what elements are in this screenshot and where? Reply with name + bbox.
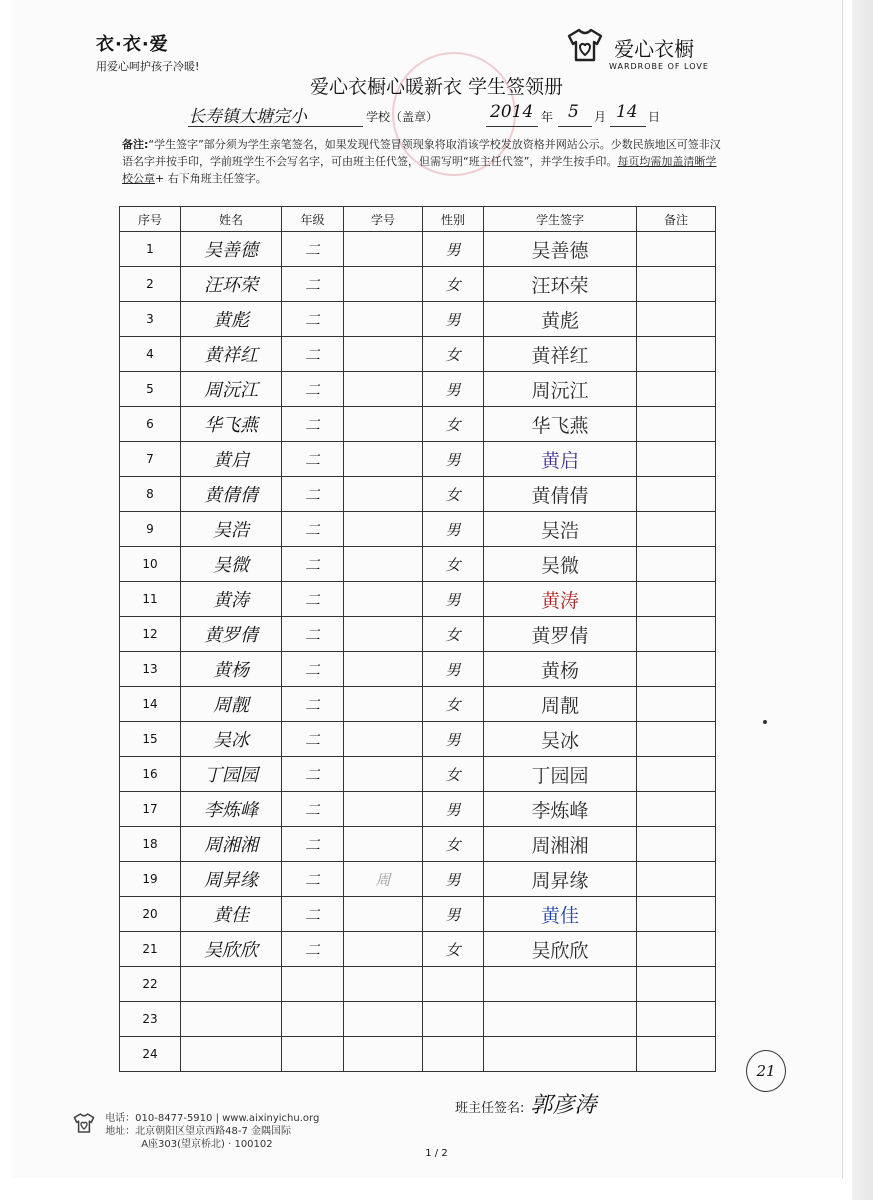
- cell-name: 吴冰: [181, 722, 282, 757]
- cell-number: 21: [120, 932, 181, 967]
- cell-gender: 女: [423, 687, 484, 722]
- cell-gender: 女: [423, 337, 484, 372]
- cell-signature: 黄启: [484, 442, 637, 477]
- cell-name: 吴善德: [181, 232, 282, 267]
- cell-name: 黄祥红: [181, 337, 282, 372]
- table-row: [120, 442, 716, 477]
- cell-gender: [423, 967, 484, 1002]
- cell-signature: 周沅江: [484, 372, 637, 407]
- cell-signature: [484, 1037, 637, 1072]
- cell-gender: 女: [423, 547, 484, 582]
- cell-student-id: [344, 932, 423, 967]
- cell-grade: 二: [282, 652, 344, 687]
- year-underline: [486, 126, 538, 127]
- cell-grade: 二: [282, 722, 344, 757]
- cell-grade: 二: [282, 477, 344, 512]
- table-row: [120, 302, 716, 337]
- cell-note: [637, 407, 716, 442]
- cell-signature: 黄涛: [484, 582, 637, 617]
- cell-student-id: [344, 582, 423, 617]
- cell-name: 黄启: [181, 442, 282, 477]
- teacher-label: 班主任签名:: [455, 1101, 525, 1116]
- cell-note: [637, 232, 716, 267]
- table-row: [120, 337, 716, 372]
- cell-signature: 吴微: [484, 547, 637, 582]
- footer-address: 地址：北京朝阳区望京西路48-7 金隅国际: [105, 1126, 292, 1137]
- cell-grade: 二: [282, 897, 344, 932]
- cell-name: 李炼峰: [181, 792, 282, 827]
- cell-number: 10: [120, 547, 181, 582]
- cell-note: [637, 1002, 716, 1037]
- table-row: [120, 372, 716, 407]
- cell-name: [181, 1037, 282, 1072]
- cell-student-id: [344, 967, 423, 1002]
- cell-student-id: [344, 687, 423, 722]
- cell-note: [637, 547, 716, 582]
- cell-student-id: [344, 827, 423, 862]
- cell-grade: 二: [282, 267, 344, 302]
- cell-student-id: [344, 1002, 423, 1037]
- table-row: [120, 932, 716, 967]
- cell-grade: [282, 1002, 344, 1037]
- cell-grade: 二: [282, 827, 344, 862]
- cell-name: 周沅江: [181, 372, 282, 407]
- cell-number: 7: [120, 442, 181, 477]
- cell-signature: [484, 967, 637, 1002]
- cell-student-id: 周: [344, 862, 423, 897]
- cell-gender: 男: [423, 862, 484, 897]
- column-header: 姓名: [181, 207, 282, 232]
- cell-gender: 男: [423, 722, 484, 757]
- cell-gender: 女: [423, 267, 484, 302]
- cell-note: [637, 967, 716, 1002]
- circled-count: 21: [746, 1050, 786, 1092]
- cell-number: 9: [120, 512, 181, 547]
- cell-note: [637, 862, 716, 897]
- cell-name: 周湘湘: [181, 827, 282, 862]
- cell-gender: 女: [423, 932, 484, 967]
- cell-number: 16: [120, 757, 181, 792]
- cell-student-id: [344, 372, 423, 407]
- cell-grade: 二: [282, 547, 344, 582]
- cell-note: [637, 827, 716, 862]
- school-label: 学校（盖章）: [366, 110, 439, 124]
- cell-signature: 吴欣欣: [484, 932, 637, 967]
- cell-gender: 男: [423, 512, 484, 547]
- cell-note: [637, 302, 716, 337]
- cell-grade: 二: [282, 757, 344, 792]
- cell-number: 14: [120, 687, 181, 722]
- cell-name: 周靓: [181, 687, 282, 722]
- date-day: 14: [616, 102, 638, 122]
- date-month: 5: [568, 102, 579, 122]
- month-underline: [558, 126, 592, 127]
- school-underline: [188, 126, 363, 127]
- cell-name: 黄佳: [181, 897, 282, 932]
- footer-contact: [72, 1112, 319, 1151]
- cell-signature: 黄祥红: [484, 337, 637, 372]
- cell-signature: 周湘湘: [484, 827, 637, 862]
- roster-table: [119, 206, 716, 1072]
- table-header-row: [120, 207, 716, 232]
- notes-text-2: + 右下角班主任签字。: [155, 172, 267, 185]
- cell-grade: 二: [282, 442, 344, 477]
- cell-note: [637, 582, 716, 617]
- cell-gender: 女: [423, 827, 484, 862]
- table-row: [120, 792, 716, 827]
- cell-note: [637, 267, 716, 302]
- cell-name: 黄彪: [181, 302, 282, 337]
- cell-student-id: [344, 617, 423, 652]
- cell-gender: 女: [423, 477, 484, 512]
- cell-name: [181, 1002, 282, 1037]
- cell-note: [637, 757, 716, 792]
- brand-left-slogan: 用爱心呵护孩子冷暖!: [96, 60, 200, 73]
- cell-gender: 男: [423, 652, 484, 687]
- cell-name: 华飞燕: [181, 407, 282, 442]
- cell-student-id: [344, 407, 423, 442]
- teacher-signature: 郭彦涛: [530, 1093, 597, 1118]
- cell-gender: 男: [423, 792, 484, 827]
- cell-gender: 男: [423, 582, 484, 617]
- cell-note: [637, 337, 716, 372]
- cell-number: 1: [120, 232, 181, 267]
- day-label: 日: [648, 110, 661, 124]
- cell-number: 23: [120, 1002, 181, 1037]
- table-row: [120, 967, 716, 1002]
- cell-name: 黄涛: [181, 582, 282, 617]
- cell-gender: 男: [423, 232, 484, 267]
- cell-name: 黄倩倩: [181, 477, 282, 512]
- cell-note: [637, 792, 716, 827]
- cell-gender: [423, 1037, 484, 1072]
- cell-grade: [282, 1037, 344, 1072]
- cell-number: 3: [120, 302, 181, 337]
- table-row: [120, 582, 716, 617]
- cell-note: [637, 687, 716, 722]
- school-line: [188, 102, 668, 132]
- table-row: [120, 1002, 716, 1037]
- cell-grade: 二: [282, 932, 344, 967]
- cell-grade: 二: [282, 862, 344, 897]
- cell-student-id: [344, 652, 423, 687]
- table-row: [120, 407, 716, 442]
- notes-block: [122, 136, 722, 187]
- cell-grade: 二: [282, 337, 344, 372]
- cell-note: [637, 1037, 716, 1072]
- cell-student-id: [344, 897, 423, 932]
- day-underline: [610, 126, 646, 127]
- cell-grade: 二: [282, 372, 344, 407]
- cell-note: [637, 477, 716, 512]
- cell-gender: 女: [423, 757, 484, 792]
- cell-signature: 黄彪: [484, 302, 637, 337]
- cell-number: 11: [120, 582, 181, 617]
- table-row: [120, 687, 716, 722]
- cell-name: [181, 967, 282, 1002]
- cell-gender: 男: [423, 442, 484, 477]
- cell-signature: 黄杨: [484, 652, 637, 687]
- cell-signature: 周靓: [484, 687, 637, 722]
- cell-signature: 丁园园: [484, 757, 637, 792]
- table-row: [120, 1037, 716, 1072]
- cell-note: [637, 617, 716, 652]
- cell-grade: 二: [282, 582, 344, 617]
- cell-student-id: [344, 267, 423, 302]
- cell-number: 13: [120, 652, 181, 687]
- cell-note: [637, 512, 716, 547]
- table-row: [120, 652, 716, 687]
- date-year: 2014: [490, 102, 534, 122]
- column-header: 备注: [637, 207, 716, 232]
- cell-gender: 女: [423, 407, 484, 442]
- cell-name: 吴微: [181, 547, 282, 582]
- table-row: [120, 757, 716, 792]
- notes-label: 备注:: [122, 138, 149, 151]
- cell-note: [637, 652, 716, 687]
- cell-signature: 周昇缘: [484, 862, 637, 897]
- cell-signature: 黄倩倩: [484, 477, 637, 512]
- cell-student-id: [344, 302, 423, 337]
- table-row: [120, 477, 716, 512]
- cell-note: [637, 897, 716, 932]
- cell-student-id: [344, 792, 423, 827]
- cell-name: 汪环荣: [181, 267, 282, 302]
- brand-left: [96, 30, 199, 74]
- brand-right-subtitle: WARDROBE OF LOVE: [609, 62, 709, 71]
- brand-right: [565, 28, 709, 71]
- cell-grade: 二: [282, 407, 344, 442]
- scan-edge: [852, 0, 873, 1200]
- cell-signature: 华飞燕: [484, 407, 637, 442]
- cell-student-id: [344, 477, 423, 512]
- cell-signature: 吴善德: [484, 232, 637, 267]
- cell-signature: [484, 1002, 637, 1037]
- cell-grade: 二: [282, 232, 344, 267]
- table-row: [120, 512, 716, 547]
- cell-gender: 男: [423, 302, 484, 337]
- cell-grade: 二: [282, 617, 344, 652]
- footer-address-2: A座303(望京桥北) · 100102: [141, 1139, 273, 1150]
- cell-gender: 男: [423, 372, 484, 407]
- cell-number: 20: [120, 897, 181, 932]
- cell-number: 4: [120, 337, 181, 372]
- cell-note: [637, 722, 716, 757]
- cell-number: 19: [120, 862, 181, 897]
- cell-note: [637, 442, 716, 477]
- cell-student-id: [344, 547, 423, 582]
- teacher-signature-line: [455, 1088, 596, 1119]
- page-number: 1 / 2: [425, 1148, 448, 1159]
- wardrobe-logo-icon: [565, 28, 605, 66]
- cell-student-id: [344, 337, 423, 372]
- column-header: 学号: [344, 207, 423, 232]
- cell-number: 17: [120, 792, 181, 827]
- cell-signature: 吴冰: [484, 722, 637, 757]
- cell-number: 24: [120, 1037, 181, 1072]
- school-name: 长寿镇大塘完小: [188, 107, 307, 127]
- cell-number: 12: [120, 617, 181, 652]
- cell-signature: 汪环荣: [484, 267, 637, 302]
- cell-name: 黄杨: [181, 652, 282, 687]
- notes-text: “学生签字”部分须为学生亲笔签名，如果发现代签冒领现象将取消该学校发放资格并网站公示。少数民族地区可签非汉语名字并按手印，学前班学生不会写名字，可由班主任代签，但需写明“班主任代签”，并学生按手印。: [122, 138, 721, 168]
- notes-underlined: 每页均需加盖清晰学校公章: [122, 155, 717, 185]
- table-row: [120, 722, 716, 757]
- wardrobe-logo-icon: [72, 1112, 96, 1138]
- page-title: 爱心衣橱心暖新衣 学生签领册: [309, 76, 564, 98]
- cell-name: 黄罗倩: [181, 617, 282, 652]
- cell-gender: [423, 1002, 484, 1037]
- table-row: [120, 862, 716, 897]
- cell-note: [637, 372, 716, 407]
- cell-signature: 黄佳: [484, 897, 637, 932]
- cell-grade: 二: [282, 512, 344, 547]
- table-row: [120, 547, 716, 582]
- cell-grade: 二: [282, 687, 344, 722]
- cell-number: 8: [120, 477, 181, 512]
- cell-student-id: [344, 757, 423, 792]
- cell-grade: [282, 967, 344, 1002]
- cell-gender: 男: [423, 897, 484, 932]
- cell-number: 6: [120, 407, 181, 442]
- cell-name: 吴欣欣: [181, 932, 282, 967]
- column-header: 学生签字: [484, 207, 637, 232]
- cell-gender: 女: [423, 617, 484, 652]
- cell-name: 周昇缘: [181, 862, 282, 897]
- month-label: 月: [594, 110, 607, 124]
- cell-number: 18: [120, 827, 181, 862]
- brand-left-mark: 衣·衣·爱: [96, 34, 169, 55]
- cell-student-id: [344, 512, 423, 547]
- cell-signature: 吴浩: [484, 512, 637, 547]
- cell-number: 5: [120, 372, 181, 407]
- table-row: [120, 617, 716, 652]
- cell-number: 2: [120, 267, 181, 302]
- column-header: 年级: [282, 207, 344, 232]
- table-row: [120, 897, 716, 932]
- table-row: [120, 232, 716, 267]
- footer-phone: 电话：010-8477-5910 | www.aixinyichu.org: [105, 1113, 320, 1124]
- cell-grade: 二: [282, 302, 344, 337]
- cell-student-id: [344, 232, 423, 267]
- table-row: [120, 267, 716, 302]
- cell-number: 22: [120, 967, 181, 1002]
- table-row: [120, 827, 716, 862]
- cell-student-id: [344, 722, 423, 757]
- scan-speck: [763, 720, 767, 724]
- cell-grade: 二: [282, 792, 344, 827]
- year-label: 年: [541, 110, 554, 124]
- cell-student-id: [344, 442, 423, 477]
- cell-name: 丁园园: [181, 757, 282, 792]
- cell-signature: 黄罗倩: [484, 617, 637, 652]
- cell-note: [637, 932, 716, 967]
- cell-student-id: [344, 1037, 423, 1072]
- column-header: 序号: [120, 207, 181, 232]
- brand-right-name: 爱心衣橱: [614, 36, 695, 61]
- cell-number: 15: [120, 722, 181, 757]
- cell-name: 吴浩: [181, 512, 282, 547]
- column-header: 性别: [423, 207, 484, 232]
- cell-signature: 李炼峰: [484, 792, 637, 827]
